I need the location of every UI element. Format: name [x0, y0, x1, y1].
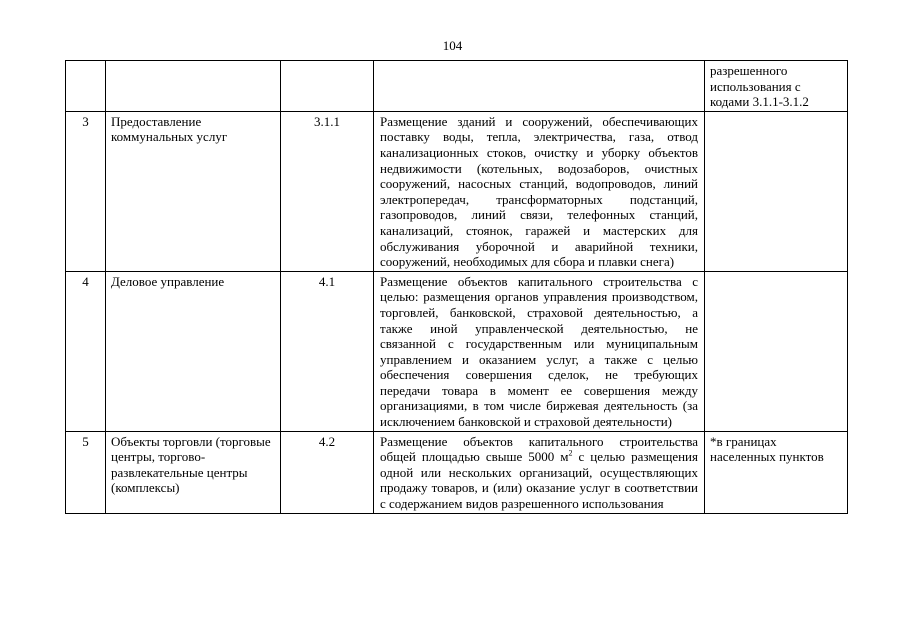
note-cell [705, 271, 848, 431]
area-unit-superscript: 2 [568, 448, 573, 458]
use-description-cell: Размещение объектов капитального строительства с целью: размещения органов управления производством, торговлей, банковской, страховой деятельностью, а также иной управленческой деятельностью, не связанной с государственным или муниципальным управлением и оказанием услуг, а также с целью обеспечения совершения сделок, не требующих передачи товара в момент ее совершения между организациями, в том числе биржевая деятельность (за исключением банковской и страховой деятельности) [374, 271, 705, 431]
use-name-cell: Деловое управление [106, 271, 281, 431]
land-use-table [65, 60, 848, 514]
use-description-cell [374, 61, 705, 112]
use-name-cell: Объекты торговли (торговые центры, торгово-развлекательные центры (комплексы) [106, 431, 281, 513]
table-row-continuation [66, 61, 848, 112]
description-text-before-superscript: Размещение объектов капитального строительства общей площадью свыше 5000 м [380, 433, 698, 465]
use-code-cell: 4.2 [281, 431, 374, 513]
row-number-cell: 3 [66, 111, 106, 271]
use-description-cell [374, 431, 705, 513]
use-description-cell: Размещение зданий и сооружений, обеспечивающих поставку воды, тепла, электричества, газа, отвод канализационных стоков, очистку и уборку объектов недвижимости (котельных, водозаборов, очистных сооружений, насосных станций, водопроводов, линий электропередач, трансформаторных подстанций, газопроводов, линий связи, телефонных станций, канализаций, стоянок, гаражей и мастерских для обслуживания уборочной и аварийной техники, сооружений, необходимых для сбора и плавки снега) [374, 111, 705, 271]
table-row-3 [66, 111, 848, 271]
use-code-cell [281, 61, 374, 112]
row-number-cell: 4 [66, 271, 106, 431]
page-number: 104 [442, 38, 463, 53]
note-cell: *в границах населенных пунктов [705, 431, 848, 513]
description-text-after-superscript: с целью размещения одной или нескольких организаций, осуществляющих продажу товаров, и (или) оказание услуг в соответствии с содержанием видов разрешенного использования [380, 449, 698, 512]
note-cell: разрешенного использования с кодами 3.1.1-3.1.2 [705, 61, 848, 112]
use-name-cell: Предоставление коммунальных услуг [106, 111, 281, 271]
use-name-cell [106, 61, 281, 112]
use-code-cell: 4.1 [281, 271, 374, 431]
table-row-4 [66, 271, 848, 431]
row-number-cell: 5 [66, 431, 106, 513]
note-cell [705, 111, 848, 271]
table-row-5 [66, 431, 848, 513]
row-number-cell [66, 61, 106, 112]
use-code-cell: 3.1.1 [281, 111, 374, 271]
